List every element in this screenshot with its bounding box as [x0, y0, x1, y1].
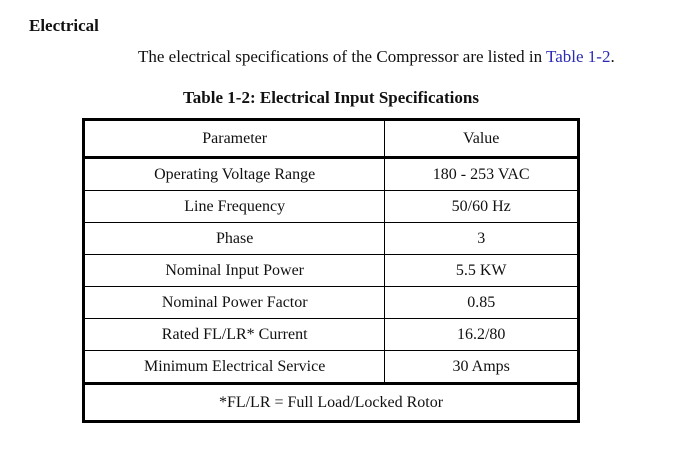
header-value: Value	[385, 120, 579, 158]
intro-trailing-punctuation: .	[610, 47, 615, 66]
value-cell: 3	[385, 223, 579, 255]
table-row	[84, 351, 579, 384]
intro-paragraph	[138, 47, 615, 67]
table-footnote: *FL/LR = Full Load/Locked Rotor	[218, 393, 444, 411]
value-cell: 5.5 KW	[385, 255, 579, 287]
parameter-cell: Operating Voltage Range	[84, 158, 385, 191]
electrical-specifications-table	[82, 118, 580, 423]
parameter-cell: Rated FL/LR* Current	[84, 319, 385, 351]
table-reference-link[interactable]: Table 1-2	[546, 47, 611, 66]
table-row	[84, 319, 579, 351]
table-header-row	[84, 120, 579, 158]
parameter-cell: Phase	[84, 223, 385, 255]
value-cell: 30 Amps	[385, 351, 579, 384]
header-parameter: Parameter	[84, 120, 385, 158]
parameter-cell: Minimum Electrical Service	[84, 351, 385, 384]
parameter-cell: Nominal Input Power	[84, 255, 385, 287]
table-footnote-row	[84, 384, 579, 422]
table-row	[84, 158, 579, 191]
parameter-cell: Line Frequency	[84, 191, 385, 223]
section-heading: Electrical	[29, 16, 99, 35]
table-row	[84, 191, 579, 223]
value-cell: 50/60 Hz	[385, 191, 579, 223]
table-row	[84, 255, 579, 287]
table-row	[84, 287, 579, 319]
value-cell: 0.85	[385, 287, 579, 319]
parameter-cell: Nominal Power Factor	[84, 287, 385, 319]
table-caption: Table 1-2: Electrical Input Specifications	[183, 88, 479, 107]
value-cell: 180 - 253 VAC	[385, 158, 579, 191]
table-row	[84, 223, 579, 255]
value-cell: 16.2/80	[385, 319, 579, 351]
intro-text: The electrical specifications of the Compressor are listed in	[138, 47, 547, 66]
